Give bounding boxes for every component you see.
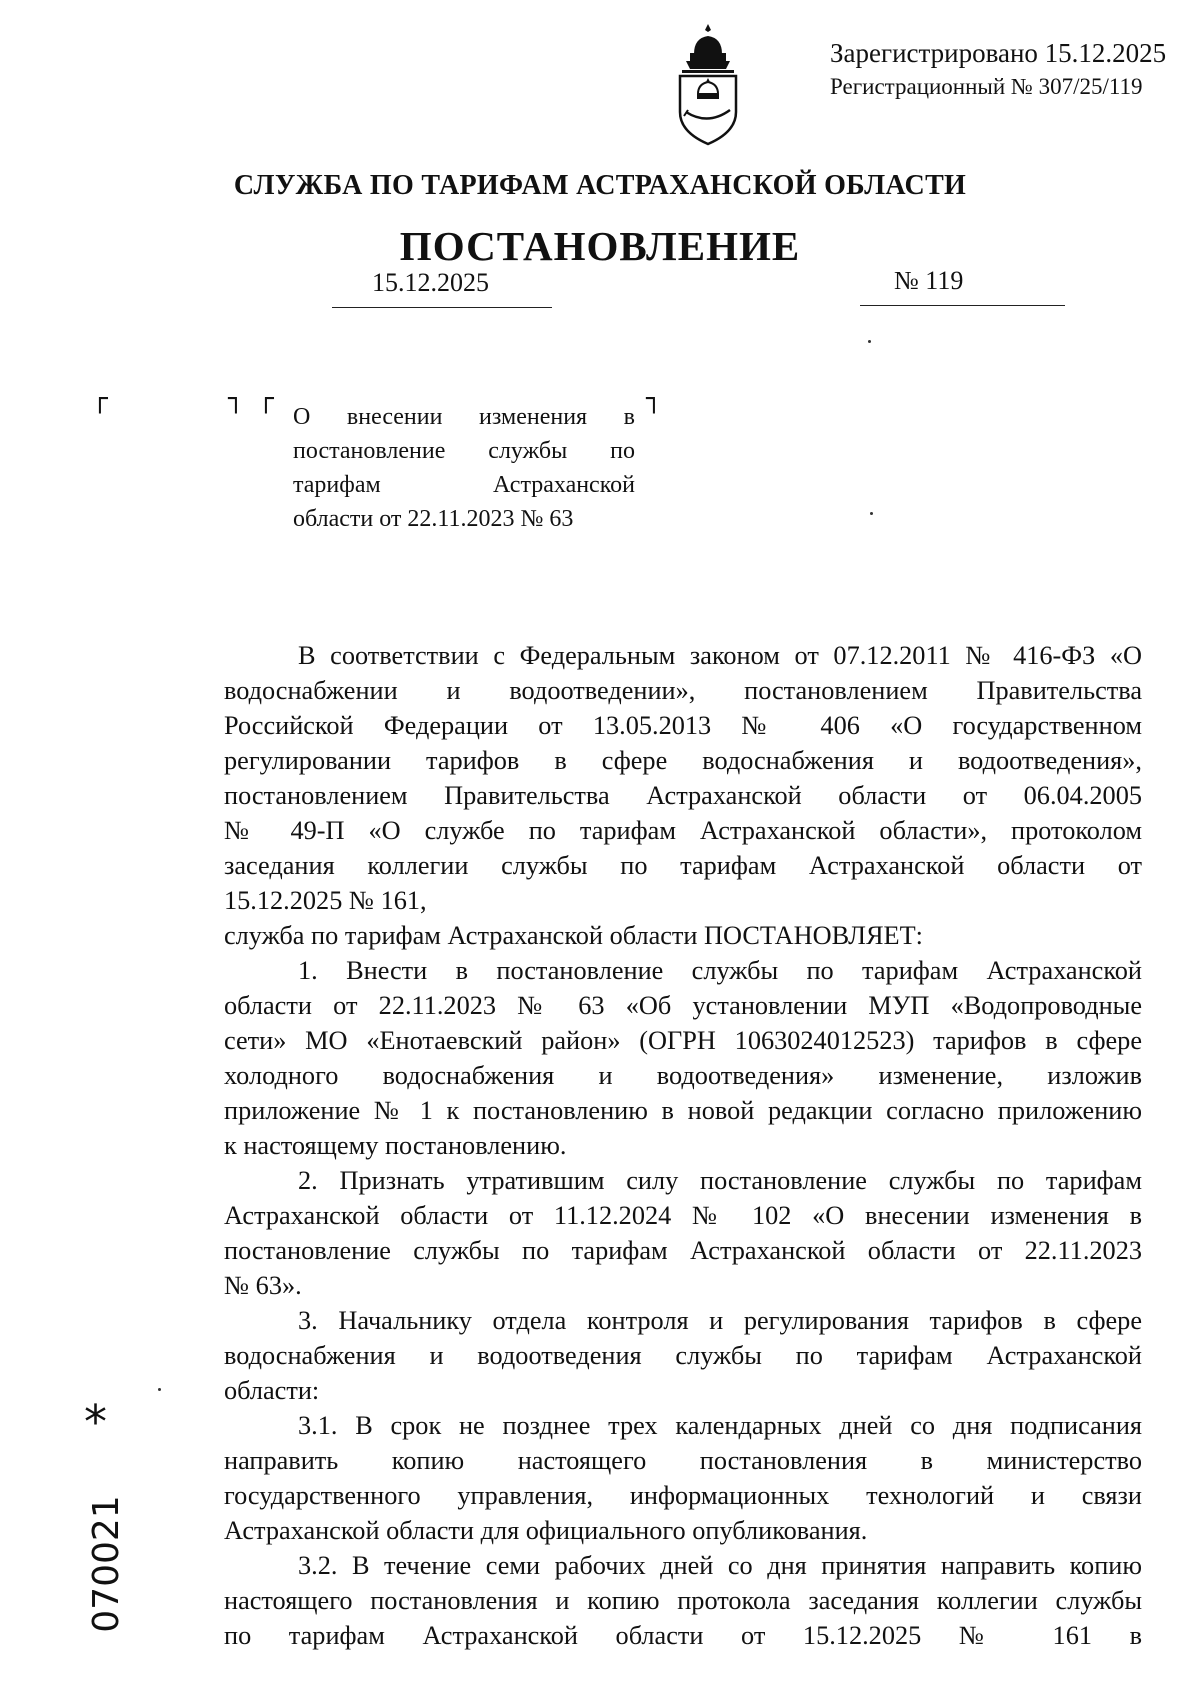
body-line: В соответствии с Федеральным законом от 07.12.2011 № 416-ФЗ «О	[298, 641, 1142, 670]
body-line: области от 22.11.2023 № 63 «Об установлении МУП «Водопроводные	[224, 991, 1142, 1020]
body-line: водоснабжения и водоотведения службы по тарифам Астраханской	[224, 1341, 1142, 1370]
body-line: настоящего постановления и копию протокола заседания коллегии службы	[224, 1586, 1142, 1615]
body-line: № 49-П «О службе по тарифам Астраханской области», протоколом	[224, 816, 1142, 845]
body-line: заседания коллегии службы по тарифам Астраханской области от	[224, 851, 1142, 880]
body-line: холодного водоснабжения и водоотведения» изменение, изложив	[224, 1061, 1142, 1090]
margin-serial-number: 070021	[86, 1495, 127, 1633]
body-line: области:	[224, 1376, 320, 1405]
body-line: Российской Федерации от 13.05.2013 № 406 «О государственном	[224, 711, 1142, 740]
subject-line: тарифам Астраханской	[293, 472, 635, 498]
registration-date: Зарегистрировано 15.12.2025	[830, 38, 1167, 68]
body-line: 3. Начальнику отдела контроля и регулирования тарифов в сфере	[298, 1306, 1142, 1335]
body-line: 1. Внести в постановление службы по тарифам Астраханской	[298, 956, 1142, 985]
registration-stamp	[830, 36, 1166, 104]
agency-name: СЛУЖБА ПО ТАРИФАМ АСТРАХАНСКОЙ ОБЛАСТИ	[233, 170, 967, 201]
body-line: Астраханской области для официального опубликования.	[224, 1516, 868, 1545]
body-line: государственного управления, информационных технологий и связи	[224, 1481, 1142, 1510]
document-date: 15.12.2025	[332, 268, 552, 308]
body-line: к настоящему постановлению.	[224, 1131, 567, 1160]
body-line: служба по тарифам Астраханской области ПОСТАНОВЛЯЕТ:	[224, 921, 923, 950]
coat-of-arms-icon	[668, 20, 748, 150]
body-line: 2. Признать утратившим силу постановление службы по тарифам	[298, 1166, 1142, 1195]
subject-line: постановление службы по	[293, 438, 635, 464]
body-line: 3.2. В течение семи рабочих дней со дня принятия направить копию	[298, 1551, 1142, 1580]
body-line: Астраханской области от 11.12.2024 № 102 «О внесении изменения в	[224, 1201, 1142, 1230]
body-line: водоснабжении и водоотведении», постановлением Правительства	[224, 676, 1142, 705]
scan-speck	[158, 1388, 161, 1391]
body-line: регулировании тарифов в сфере водоснабжения и водоотведения»,	[224, 746, 1142, 775]
body-line: сети» МО «Енотаевский район» (ОГРН 1063024012523) тарифов в сфере	[224, 1026, 1142, 1055]
scan-speck	[870, 512, 873, 515]
body-line: направить копию настоящего постановления в министерство	[224, 1446, 1142, 1475]
document-type: ПОСТАНОВЛЕНИЕ	[399, 223, 801, 269]
registration-number: Регистрационный № 307/25/119	[830, 74, 1143, 99]
body-line: постановление службы по тарифам Астраханской области от 22.11.2023	[224, 1236, 1142, 1265]
subject-line: О внесении изменения в	[293, 404, 635, 430]
document-number: № 119	[860, 266, 1065, 306]
body-line: постановлением Правительства Астраханской области от 06.04.2005	[224, 781, 1142, 810]
body-line: приложение № 1 к постановлению в новой редакции согласно приложению	[224, 1096, 1142, 1125]
body-line: по тарифам Астраханской области от 15.12.2025 № 161 в	[224, 1621, 1142, 1650]
document-subject	[293, 400, 635, 536]
corner-bracket-top-left: ┌	[92, 384, 108, 414]
corner-bracket-top-right: ┐	[228, 384, 244, 414]
body-line: 3.1. В срок не позднее трех календарных дней со дня подписания	[298, 1411, 1142, 1440]
scan-speck	[868, 340, 871, 343]
subject-line: области от 22.11.2023 № 63	[293, 506, 574, 532]
corner-bracket-top-left: ┌	[258, 384, 274, 414]
body-line: № 63».	[224, 1271, 302, 1300]
document-body	[224, 638, 1142, 1653]
body-line: 15.12.2025 № 161,	[224, 886, 427, 915]
corner-bracket-top-right: ┐	[646, 384, 662, 414]
margin-star-mark: *	[84, 1395, 107, 1449]
